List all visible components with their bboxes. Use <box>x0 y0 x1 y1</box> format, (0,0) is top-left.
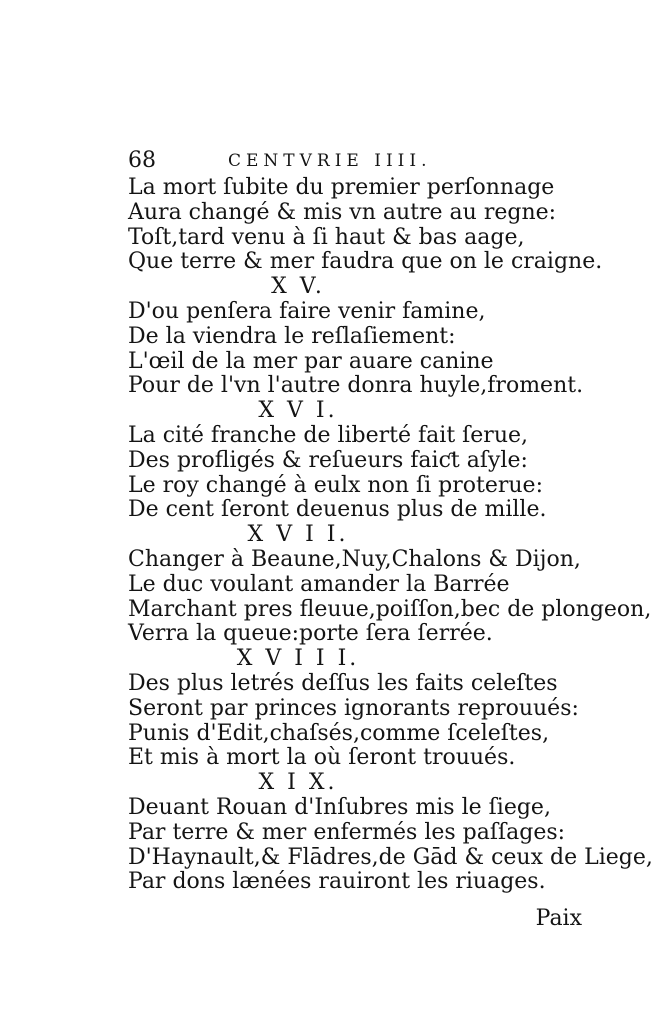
verse-line: Toſt,tard venu à ſi haut & bas aage, <box>128 224 525 250</box>
verse-line: Changer à Beaune,Nuy,Chalons & Dijon, <box>128 546 581 572</box>
quatrain-number: X I X. <box>258 770 338 796</box>
quatrain-text <box>128 175 653 895</box>
verse-line: Le roy changé à eulx non ſi proterue: <box>128 472 543 498</box>
verse-line: Des plus letrés deſſus les faits celeſtes <box>128 670 558 696</box>
quatrain-number: X V I I I. <box>236 646 360 672</box>
verse-line: Par terre & mer enfermés les paſſages: <box>128 819 566 845</box>
verse-line: Deuant Rouan d'Inſubres mis le ſiege, <box>128 794 551 820</box>
verse-line: Marchant pres fleuue,poiſſon,bec de plongeon, <box>128 596 652 622</box>
verse-line: Pour de l'vn l'autre donra huyle,froment. <box>128 373 584 399</box>
verse-line: Que terre & mer faudra que on le craigne. <box>128 249 603 275</box>
verse-line: L'œil de la mer par auare canine <box>128 348 494 374</box>
verse-line: La mort ſubite du premier perſonnage <box>128 175 555 200</box>
page-number: 68 <box>128 148 156 173</box>
verse-line: D'Haynault,& Flādres,de Gād & ceux de Liege, <box>128 844 653 870</box>
verse-line: Aura changé & mis vn autre au regne: <box>128 199 557 225</box>
catchword: Paix <box>535 906 582 931</box>
quatrain-number: X V. <box>271 274 325 300</box>
verse-line: Seront par princes ignorants reprouués: <box>128 695 579 721</box>
verse-line: D'ou penſera faire venir famine, <box>128 298 486 324</box>
verse-line: Par dons lænées rauiront les riuages. <box>128 869 546 895</box>
verse-line: Des profligés & reſueurs faiƈt aſyle: <box>128 447 528 473</box>
verse-line: Verra la queue:porte ſera ſerrée. <box>128 621 493 647</box>
verse-line: Et mis à mort la où ſeront trouués. <box>128 745 516 771</box>
verse-line: De cent ſeront deuenus plus de mille. <box>128 497 547 523</box>
quatrain-number: X V I I. <box>247 522 349 548</box>
running-head <box>128 146 608 176</box>
running-title: CENTVRIE IIII. <box>228 151 432 171</box>
verse-line: Le duc voulant amander la Barrée <box>128 571 510 597</box>
verse-line: Punis d'Edit,chaſsés,comme ſceleſtes, <box>128 720 550 746</box>
verse-line: La cité franche de liberté fait ſerue, <box>128 422 529 448</box>
quatrain-number: X V I. <box>258 398 338 424</box>
verse-line: De la viendra le reſlaſiement: <box>128 323 456 349</box>
